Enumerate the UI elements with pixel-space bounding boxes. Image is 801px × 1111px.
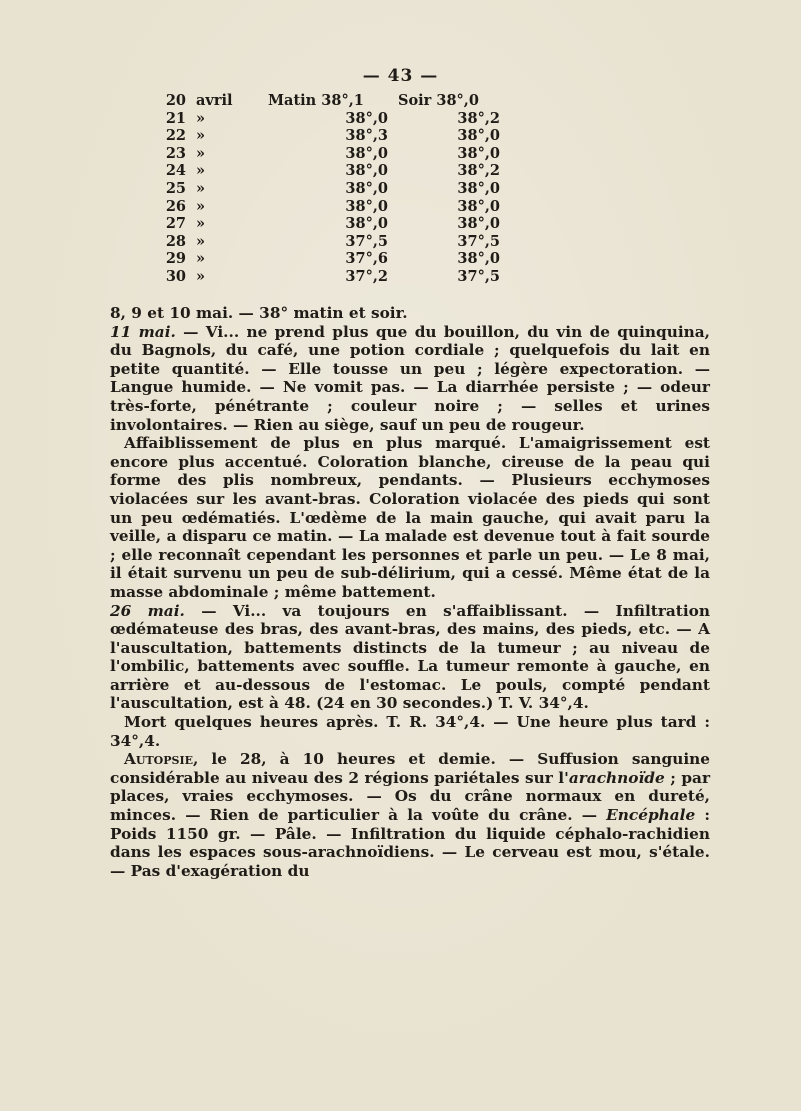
matin-label: Matin — [268, 92, 317, 109]
matin-cell — [268, 92, 364, 109]
row-day: 23 — [165, 144, 186, 162]
row-day: 27 — [165, 215, 186, 233]
row-ditto-mark: » — [196, 267, 206, 285]
paragraph-date: 26 mai. — [110, 601, 185, 620]
matin-value: 38°,0 — [345, 179, 388, 197]
page-number: — 43 — — [362, 66, 439, 86]
paragraph-mort: Mort quelques heures après. T. R. 34°,4. — Une heure plus tard : 34°,4. — [110, 713, 710, 750]
soir-value: 38°,2 — [457, 109, 500, 127]
row-ditto-mark: » — [196, 109, 206, 127]
row-month: avril — [196, 92, 233, 109]
row-day: 22 — [165, 127, 186, 145]
table-row — [158, 180, 598, 198]
table-row — [158, 250, 598, 268]
body-text — [110, 304, 710, 880]
matin-value: 37°,6 — [345, 250, 388, 268]
paragraph-8-9-10-mai — [110, 304, 710, 323]
table-row — [158, 268, 598, 286]
paragraph-date: 8, 9 et 10 mai. — [110, 304, 234, 322]
row-ditto-mark: » — [196, 197, 206, 215]
soir-value: 37°,5 — [457, 232, 500, 250]
paragraph-autopsie — [110, 750, 710, 880]
row-day: 26 — [165, 197, 186, 215]
matin-value: 38°,0 — [345, 162, 388, 180]
matin-value: 37°,2 — [345, 267, 388, 285]
paragraph-body: — Vi... va toujours en s'affaiblissant. — Infiltration œdémateuse des bras, des avant-bras, des mains, des pieds, etc. — A l'auscultation, battements distincts de la tumeur ; au niveau de l'ombilic, battements avec souffle. La tumeur remonte à gauche, en arrière et au-dessous de l'estomac. Le pouls, compté pendant l'auscultation, est à 48. (24 en 30 secondes.) T. V. 34°,4. — [110, 601, 710, 713]
autopsie-heading: Autopsie, — [124, 750, 199, 769]
table-row — [158, 162, 598, 180]
row-ditto-mark: » — [196, 127, 206, 145]
soir-value: 38°,0 — [457, 215, 500, 233]
table-body — [158, 110, 598, 286]
soir-value: 38°,0 — [457, 179, 500, 197]
soir-value: 38°,0 — [457, 127, 500, 145]
autopsie-text-2: ; par places, vraies ecchymoses. — Os du crâne normaux en dureté, minces. — Rien de particulier à la voûte du crâne. — — [110, 768, 710, 825]
soir-value: 37°,5 — [457, 267, 500, 285]
soir-value: 38°,0 — [457, 144, 500, 162]
paragraph-body: — Vi... ne prend plus que du bouillon, du vin de quinquina, du Bagnols, du café, une potion cordiale ; quelquefois du lait en petite quantité. — Elle tousse un peu ; légère expectoration. — Langue humide. — Ne vomit pas. — La diarrhée persiste ; — odeur très-forte, pénétrante ; couleur noire ; — selles et urines involontaires. — Rien au siège, sauf un peu de rougeur. — [110, 322, 710, 434]
paragraph-affaiblissement: Affaiblissement de plus en plus marqué. L'amaigrissement est encore plus accentué. Coloration blanche, cireuse de la peau qui forme des plis nombreux, pendants. — Plusieurs ecchymoses violacées sur les avant-bras. Coloration violacée des pieds qui sont un peu œdématiés. L'œdème de la main gauche, qui avait paru la veille, a disparu ce matin. — La malade est devenue tout à fait sourde ; elle reconnaît cependant les personnes et parle un peu. — Le 8 mai, il était survenu un peu de sub-délirium, qui a cessé. Même état de la masse abdominale ; même battement. — [110, 434, 710, 601]
matin-value: 38°,3 — [345, 127, 388, 145]
soir-value: 38°,0 — [436, 92, 479, 109]
autopsie-text-1: le 28, à 10 heures et demie. — Suffusion sanguine considérable au niveau des 2 régions pariétales sur l' — [110, 750, 710, 787]
row-day: 28 — [165, 232, 186, 250]
row-ditto-mark: » — [196, 179, 206, 197]
soir-label: Soir — [398, 92, 432, 109]
table-row — [158, 215, 598, 233]
table-row — [158, 127, 598, 145]
soir-value: 38°,2 — [457, 162, 500, 180]
row-ditto-mark: » — [196, 162, 206, 180]
paragraph-11-mai — [110, 323, 710, 435]
matin-value: 38°,0 — [345, 215, 388, 233]
row-day: 21 — [165, 109, 186, 127]
soir-value: 38°,0 — [457, 250, 500, 268]
matin-value: 38°,0 — [345, 197, 388, 215]
row-ditto-mark: » — [196, 144, 206, 162]
table-row — [158, 233, 598, 251]
paragraph-body: — 38° matin et soir. — [233, 304, 408, 322]
row-day: 29 — [165, 250, 186, 268]
table-row — [158, 198, 598, 216]
row-day: 24 — [165, 162, 186, 180]
row-ditto-mark: » — [196, 232, 206, 250]
matin-value: 38°,1 — [321, 92, 364, 109]
matin-value: 37°,5 — [345, 232, 388, 250]
table-row — [158, 110, 598, 128]
soir-value: 38°,0 — [457, 197, 500, 215]
row-day: 20 — [165, 92, 186, 109]
table-row — [158, 145, 598, 163]
temperature-table — [158, 92, 598, 286]
matin-value: 38°,0 — [345, 109, 388, 127]
row-day: 30 — [165, 267, 186, 285]
arachnoide-term: arachnoïde — [568, 768, 665, 787]
autopsie-text-3: : Poids 1150 gr. — Pâle. — Infiltration du liquide céphalo-rachidien dans les espaces sous-arachnoïdiens. — Le cerveau est mou, s'étale. — Pas d'exagération du — [110, 806, 710, 880]
matin-value: 38°,0 — [345, 144, 388, 162]
encephale-term: Encéphale — [606, 806, 696, 825]
row-ditto-mark: » — [196, 250, 206, 268]
table-header-row — [158, 92, 598, 110]
paragraph-date: 11 mai. — [110, 322, 176, 341]
row-day: 25 — [165, 179, 186, 197]
soir-cell — [398, 92, 479, 109]
row-ditto-mark: » — [196, 215, 206, 233]
paragraph-26-mai — [110, 602, 710, 714]
